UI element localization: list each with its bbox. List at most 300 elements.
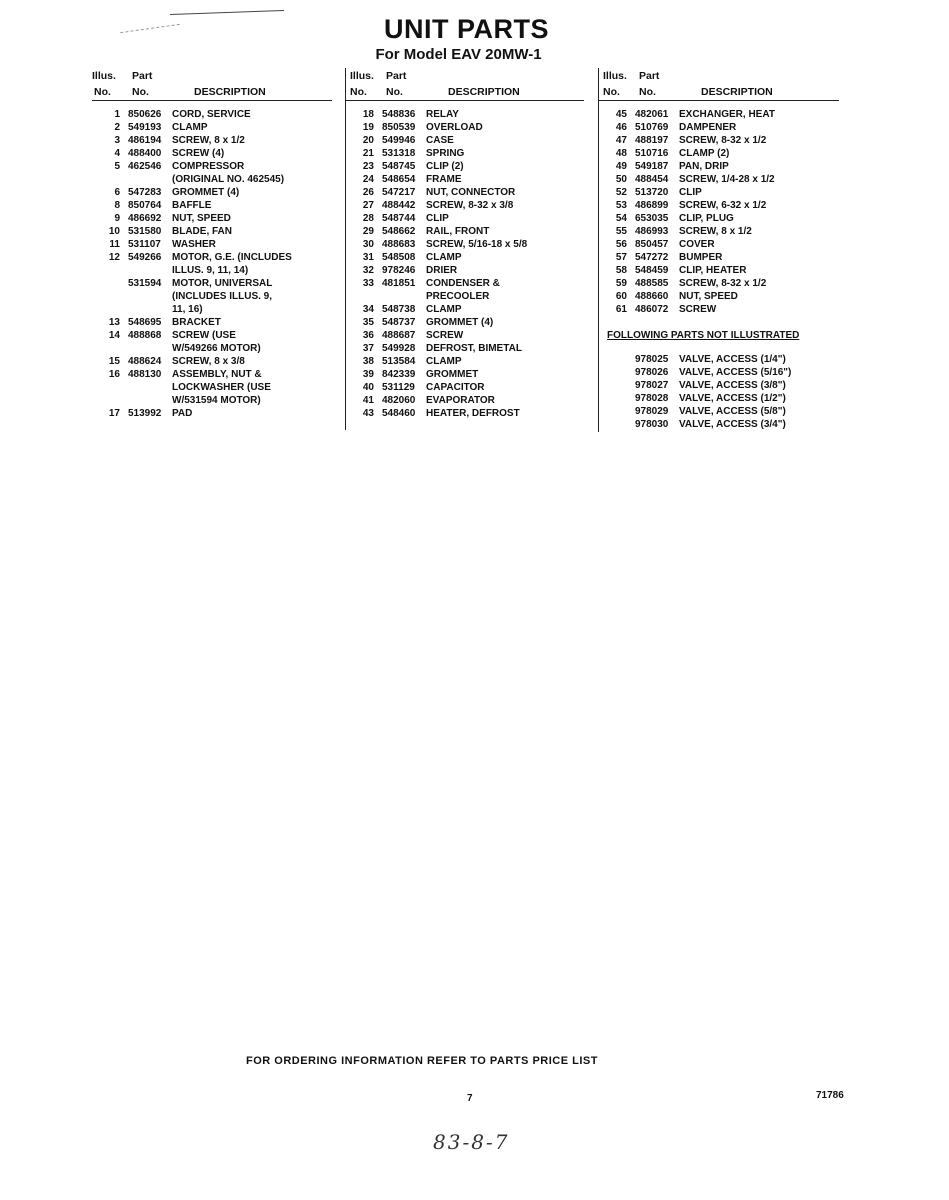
- part-number: 488683: [382, 239, 416, 250]
- part-row: [599, 303, 839, 316]
- part-number: 531129: [382, 382, 415, 393]
- part-number: 549946: [382, 135, 416, 146]
- part-description: EXCHANGER, HEAT: [679, 109, 775, 120]
- handwritten-note: 83-8-7: [433, 1130, 510, 1154]
- part-row: [346, 329, 584, 342]
- part-row: [92, 407, 332, 420]
- part-row: [92, 329, 332, 342]
- part-number: 510769: [635, 122, 669, 133]
- illus-number: [92, 342, 128, 355]
- part-row: [599, 212, 839, 225]
- illus-number: [599, 353, 635, 366]
- part-description: CORD, SERVICE: [172, 109, 251, 120]
- part-number: 548695: [128, 317, 162, 328]
- part-number: 978030: [635, 419, 669, 430]
- part-description: CLAMP: [426, 252, 462, 263]
- part-row: [92, 355, 332, 368]
- header-no: No.: [94, 86, 111, 98]
- part-number: 978026: [635, 367, 669, 378]
- part-number: 978246: [382, 265, 416, 276]
- header-part: Part: [386, 70, 407, 82]
- header-description: DESCRIPTION: [701, 86, 773, 98]
- part-description: VALVE, ACCESS (1/4"): [679, 354, 786, 365]
- part-row: [92, 108, 332, 121]
- part-description: (INCLUDES ILLUS. 9,: [172, 291, 273, 302]
- part-number: 548508: [382, 252, 416, 263]
- part-number: 486899: [635, 200, 669, 211]
- part-row: [346, 394, 584, 407]
- part-row: [346, 290, 584, 303]
- part-number: 486194: [128, 135, 162, 146]
- parts-list: [346, 108, 584, 420]
- part-description: DRIER: [426, 265, 458, 276]
- column-header: [599, 68, 839, 102]
- part-description: CLAMP: [172, 122, 208, 133]
- part-row: [346, 303, 584, 316]
- illus-number: [92, 381, 128, 394]
- part-row: [346, 238, 584, 251]
- illus-number: 33: [362, 278, 374, 289]
- illus-number: [92, 173, 128, 186]
- illus-number: 13: [108, 317, 120, 328]
- part-row: [346, 121, 584, 134]
- part-number: 488660: [635, 291, 669, 302]
- part-description: SCREW (USE: [172, 330, 236, 341]
- header-part-no: No.: [386, 86, 403, 98]
- part-description: SCREW, 6-32 x 1/2: [679, 200, 767, 211]
- part-number: 531580: [128, 226, 162, 237]
- part-number: 486993: [635, 226, 669, 237]
- part-description: GROMMET: [426, 369, 479, 380]
- part-description: BRACKET: [172, 317, 221, 328]
- part-description: OVERLOAD: [426, 122, 483, 133]
- part-description: CLAMP: [426, 356, 462, 367]
- part-description: PRECOOLER: [426, 291, 490, 302]
- part-row: [92, 121, 332, 134]
- illus-number: 56: [615, 239, 627, 250]
- part-row: [92, 212, 332, 225]
- part-number: 486692: [128, 213, 162, 224]
- part-description: CLIP: [426, 213, 449, 224]
- part-description: CLIP, HEATER: [679, 265, 747, 276]
- illus-number: [599, 366, 635, 379]
- illus-number: 59: [615, 278, 627, 289]
- illus-number: [92, 290, 128, 303]
- part-row: [599, 199, 839, 212]
- parts-list: [92, 108, 332, 420]
- part-row: [599, 353, 839, 366]
- part-description: RELAY: [426, 109, 459, 120]
- part-number: 850457: [635, 239, 669, 250]
- illus-number: 28: [362, 213, 374, 224]
- part-row: [346, 277, 584, 290]
- part-description: DEFROST, BIMETAL: [426, 343, 522, 354]
- part-description: SPRING: [426, 148, 465, 159]
- part-number: 850626: [128, 109, 162, 120]
- illus-number: 32: [362, 265, 374, 276]
- header-part-no: No.: [132, 86, 149, 98]
- part-row: [346, 108, 584, 121]
- illus-number: 29: [362, 226, 374, 237]
- illus-number: [92, 277, 128, 290]
- part-description: CLIP, PLUG: [679, 213, 734, 224]
- illus-number: [599, 379, 635, 392]
- part-row: [92, 147, 332, 160]
- illus-number: 5: [114, 161, 120, 172]
- part-description: SCREW: [426, 330, 464, 341]
- part-description: W/531594 MOTOR): [172, 395, 261, 406]
- part-description: ILLUS. 9, 11, 14): [172, 265, 249, 276]
- part-row: [346, 199, 584, 212]
- part-row: [346, 381, 584, 394]
- illus-number: 54: [615, 213, 627, 224]
- column-header: [346, 68, 584, 102]
- header-no: No.: [350, 86, 367, 98]
- illus-number: 37: [362, 343, 374, 354]
- part-description: GROMMET (4): [426, 317, 494, 328]
- part-description: SCREW, 5/16-18 x 5/8: [426, 239, 528, 250]
- part-row: [599, 392, 839, 405]
- page-subtitle: For Model EAV 20MW-1: [375, 46, 542, 63]
- part-number: 462546: [128, 161, 162, 172]
- part-number: 488197: [635, 135, 669, 146]
- part-number: [128, 342, 172, 355]
- part-number: 513720: [635, 187, 669, 198]
- header-rule: [92, 100, 332, 101]
- part-row: [346, 368, 584, 381]
- illus-number: 15: [108, 356, 120, 367]
- part-description: CAPACITOR: [426, 382, 485, 393]
- part-row: [92, 381, 332, 394]
- part-row: [599, 173, 839, 186]
- column-header: [92, 68, 332, 102]
- part-number: 653035: [635, 213, 669, 224]
- illus-number: 46: [615, 122, 627, 133]
- part-number: 978028: [635, 393, 669, 404]
- part-row: [92, 199, 332, 212]
- header-description: DESCRIPTION: [448, 86, 520, 98]
- illus-number: 23: [362, 161, 374, 172]
- part-number: 486072: [635, 304, 669, 315]
- part-description: SCREW, 8 x 1/2: [679, 226, 752, 237]
- part-description: SCREW, 8-32 x 1/2: [679, 278, 767, 289]
- header-part: Part: [639, 70, 660, 82]
- illus-number: 21: [362, 148, 374, 159]
- part-number: 978027: [635, 380, 669, 391]
- part-number: 531107: [128, 239, 161, 250]
- part-row: [599, 405, 839, 418]
- part-number: 513584: [382, 356, 416, 367]
- illus-number: 49: [615, 161, 627, 172]
- header-rule: [599, 100, 839, 101]
- part-row: [599, 251, 839, 264]
- part-description: SCREW: [679, 304, 717, 315]
- part-row: [346, 212, 584, 225]
- part-description: SCREW, 8 x 3/8: [172, 356, 245, 367]
- part-row: [346, 251, 584, 264]
- part-row: [599, 121, 839, 134]
- part-description: (ORIGINAL NO. 462545): [172, 174, 285, 185]
- part-description: VALVE, ACCESS (5/16"): [679, 367, 792, 378]
- part-description: CLIP (2): [426, 161, 464, 172]
- part-row: [92, 277, 332, 290]
- part-number: 547217: [382, 187, 416, 198]
- part-number: 549928: [382, 343, 416, 354]
- part-row: [599, 418, 839, 431]
- part-row: [599, 290, 839, 303]
- illus-number: 3: [114, 135, 120, 146]
- part-description: W/549266 MOTOR): [172, 343, 261, 354]
- part-row: [599, 134, 839, 147]
- part-number: 510716: [635, 148, 669, 159]
- part-number: 548662: [382, 226, 416, 237]
- part-number: [128, 264, 172, 277]
- part-description: EVAPORATOR: [426, 395, 495, 406]
- parts-list: [599, 108, 839, 316]
- illus-number: 31: [362, 252, 374, 263]
- illus-number: 58: [615, 265, 627, 276]
- part-number: 978025: [635, 354, 669, 365]
- part-row: [92, 160, 332, 173]
- part-description: WASHER: [172, 239, 216, 250]
- part-number: 488130: [128, 369, 162, 380]
- part-number: [128, 381, 172, 394]
- part-number: 488624: [128, 356, 162, 367]
- part-row: [346, 160, 584, 173]
- illus-number: [346, 290, 382, 303]
- part-number: 488400: [128, 148, 162, 159]
- part-description: MOTOR, UNIVERSAL: [172, 278, 273, 289]
- part-row: [346, 147, 584, 160]
- illus-number: 10: [108, 226, 120, 237]
- header-no: No.: [603, 86, 620, 98]
- part-number: 549266: [128, 252, 162, 263]
- part-description: CLAMP: [426, 304, 462, 315]
- header-rule: [346, 100, 584, 101]
- illus-number: 30: [362, 239, 374, 250]
- part-description: PAD: [172, 408, 193, 419]
- part-row: [346, 186, 584, 199]
- part-row: [599, 366, 839, 379]
- page-title: UNIT PARTS: [384, 14, 549, 44]
- part-number: [128, 394, 172, 407]
- part-description: CLIP: [679, 187, 702, 198]
- illus-number: 4: [114, 148, 120, 159]
- part-number: [128, 303, 172, 316]
- part-row: [92, 173, 332, 186]
- part-row: [599, 147, 839, 160]
- part-number: [128, 173, 172, 186]
- part-row: [346, 342, 584, 355]
- part-number: 549187: [635, 161, 669, 172]
- illus-number: [92, 394, 128, 407]
- part-number: 978029: [635, 406, 669, 417]
- part-number: 481851: [382, 278, 416, 289]
- illus-number: 57: [615, 252, 627, 263]
- part-description: COMPRESSOR: [172, 161, 245, 172]
- parts-column-3: [598, 68, 839, 432]
- part-description: CLAMP (2): [679, 148, 730, 159]
- illus-number: 26: [362, 187, 374, 198]
- illus-number: 12: [108, 252, 120, 263]
- illus-number: 40: [362, 382, 374, 393]
- part-number: 548459: [635, 265, 669, 276]
- illus-number: 11: [109, 239, 120, 250]
- part-description: SCREW, 8-32 x 1/2: [679, 135, 767, 146]
- part-number: 548738: [382, 304, 416, 315]
- part-row: [346, 134, 584, 147]
- part-row: [92, 264, 332, 277]
- part-row: [92, 251, 332, 264]
- part-number: 488585: [635, 278, 669, 289]
- illus-number: [599, 405, 635, 418]
- illus-number: 48: [615, 148, 627, 159]
- parts-column-1: [92, 68, 332, 420]
- part-number: 547272: [635, 252, 669, 263]
- illus-number: 39: [362, 369, 374, 380]
- part-description: CONDENSER &: [426, 278, 500, 289]
- part-row: [599, 264, 839, 277]
- illus-number: 18: [362, 109, 374, 120]
- part-number: 548836: [382, 109, 416, 120]
- part-row: [346, 355, 584, 368]
- part-description: FRAME: [426, 174, 462, 185]
- illus-number: 61: [615, 304, 627, 315]
- illus-number: 16: [108, 369, 120, 380]
- part-number: [128, 290, 172, 303]
- part-row: [346, 407, 584, 420]
- part-description: SCREW, 8-32 x 3/8: [426, 200, 514, 211]
- part-number: 482060: [382, 395, 416, 406]
- part-number: 488687: [382, 330, 416, 341]
- parts-column-2: [345, 68, 584, 430]
- part-description: LOCKWASHER (USE: [172, 382, 271, 393]
- illus-number: 20: [362, 135, 374, 146]
- header-description: DESCRIPTION: [194, 86, 266, 98]
- part-number: 842339: [382, 369, 416, 380]
- part-row: [599, 225, 839, 238]
- illus-number: 41: [362, 395, 374, 406]
- header-illus: Illus.: [350, 70, 374, 82]
- part-number: 482061: [635, 109, 669, 120]
- illus-number: 35: [362, 317, 374, 328]
- illus-number: 60: [615, 291, 627, 302]
- illus-number: 27: [362, 200, 374, 211]
- part-row: [92, 238, 332, 251]
- part-row: [92, 368, 332, 381]
- illus-number: 53: [615, 200, 627, 211]
- illus-number: 17: [108, 408, 120, 419]
- header-illus: Illus.: [603, 70, 627, 82]
- part-row: [92, 316, 332, 329]
- part-row: [599, 379, 839, 392]
- part-number: 531594: [128, 278, 162, 289]
- part-row: [599, 238, 839, 251]
- part-description: GROMMET (4): [172, 187, 240, 198]
- part-number: 547283: [128, 187, 162, 198]
- part-description: VALVE, ACCESS (5/8"): [679, 406, 786, 417]
- illus-number: 14: [108, 330, 120, 341]
- part-description: ASSEMBLY, NUT &: [172, 369, 262, 380]
- part-description: NUT, SPEED: [172, 213, 231, 224]
- part-row: [92, 342, 332, 355]
- illus-number: 36: [362, 330, 374, 341]
- illus-number: 9: [114, 213, 120, 224]
- not-illustrated-list: [599, 353, 839, 431]
- part-number: 488868: [128, 330, 162, 341]
- part-number: 488442: [382, 200, 416, 211]
- not-illustrated-heading: FOLLOWING PARTS NOT ILLUSTRATED: [607, 330, 800, 341]
- illus-number: [599, 392, 635, 405]
- part-row: [92, 225, 332, 238]
- part-number: 548745: [382, 161, 416, 172]
- part-description: VALVE, ACCESS (1/2"): [679, 393, 786, 404]
- part-number: 548737: [382, 317, 416, 328]
- part-description: HEATER, DEFROST: [426, 408, 520, 419]
- illus-number: 38: [362, 356, 374, 367]
- part-number: 488454: [635, 174, 669, 185]
- part-description: VALVE, ACCESS (3/4"): [679, 419, 786, 430]
- part-description: BAFFLE: [172, 200, 212, 211]
- part-number: 548744: [382, 213, 416, 224]
- illus-number: 50: [615, 174, 627, 185]
- document-number: 71786: [816, 1090, 844, 1101]
- part-row: [346, 173, 584, 186]
- part-description: MOTOR, G.E. (INCLUDES: [172, 252, 292, 263]
- illus-number: 19: [362, 122, 374, 133]
- part-description: COVER: [679, 239, 715, 250]
- illus-number: 55: [615, 226, 627, 237]
- part-row: [599, 186, 839, 199]
- illus-number: 43: [362, 408, 374, 419]
- part-number: 548460: [382, 408, 416, 419]
- header-part: Part: [132, 70, 153, 82]
- part-number: 850764: [128, 200, 162, 211]
- part-number: 548654: [382, 174, 416, 185]
- illus-number: 34: [362, 304, 374, 315]
- part-description: 11, 16): [172, 304, 203, 315]
- part-description: SCREW, 1/4-28 x 1/2: [679, 174, 775, 185]
- part-number: [382, 290, 426, 303]
- illus-number: 45: [615, 109, 627, 120]
- part-row: [346, 316, 584, 329]
- header-illus: Illus.: [92, 70, 116, 82]
- illus-number: 52: [615, 187, 627, 198]
- part-description: NUT, CONNECTOR: [426, 187, 516, 198]
- illus-number: 1: [114, 109, 120, 120]
- part-description: RAIL, FRONT: [426, 226, 490, 237]
- part-row: [599, 277, 839, 290]
- part-row: [92, 303, 332, 316]
- part-number: 850539: [382, 122, 416, 133]
- ordering-note: FOR ORDERING INFORMATION REFER TO PARTS PRICE LIST: [246, 1055, 598, 1067]
- illus-number: 47: [615, 135, 627, 146]
- part-description: CASE: [426, 135, 454, 146]
- part-number: 513992: [128, 408, 162, 419]
- part-row: [92, 134, 332, 147]
- illus-number: 2: [114, 122, 120, 133]
- part-description: PAN, DRIP: [679, 161, 729, 172]
- page-number: 7: [467, 1093, 473, 1104]
- part-row: [92, 394, 332, 407]
- part-row: [346, 225, 584, 238]
- part-description: VALVE, ACCESS (3/8"): [679, 380, 786, 391]
- illus-number: [599, 418, 635, 431]
- part-row: [92, 186, 332, 199]
- part-description: BLADE, FAN: [172, 226, 232, 237]
- part-number: 531318: [382, 148, 416, 159]
- part-description: SCREW, 8 x 1/2: [172, 135, 245, 146]
